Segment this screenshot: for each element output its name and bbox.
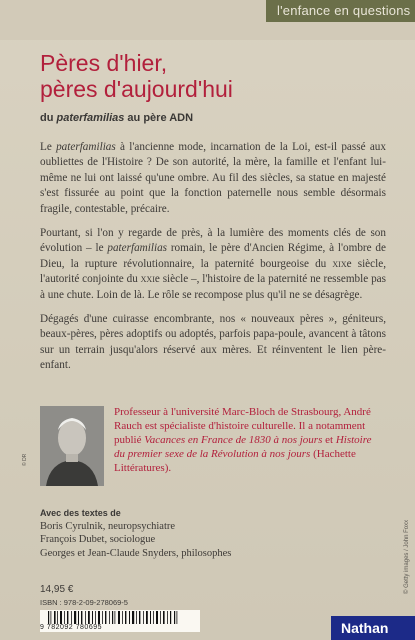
barcode-digits: 9 782092 780695 (40, 624, 200, 631)
blurb-p2-italic: paterfamilias (107, 242, 168, 255)
isbn: ISBN : 978-2-09-278069-5 (40, 598, 128, 607)
author-bio-text-c: (Hachette Littératures). (114, 448, 356, 474)
blurb-p1-text-b: à l'ancienne mode, incarnation de la Loi, est-il passé aux oubliettes de l'Histoire ? De son autorité, la mère, la famille et l'enfant lui-même ne lui ont laissé qu'une ombre. Au fil des siècles, sa statue en majesté s'est fissurée au point que la fonction paternelle nous semble désormais fragile, contestable, précaire. (40, 141, 386, 215)
photo-credit: © DR (22, 453, 28, 466)
blurb-p2-text-a: Pourtant, si l'on y regarde de près, à la lumière des moments clés de son évolution – le (40, 227, 386, 255)
series-label: l'enfance en questions (277, 3, 411, 18)
price: 14,95 € (40, 584, 74, 595)
contributors-list (40, 520, 370, 560)
blurb-paragraph-3: Dégagés d'une cuirasse encombrante, nos « nouveaux pères », géniteurs, beaux-pères, pères adoptifs ou adoptés, parfois papa-poule, avancent à tâtons sur un terrain jusqu'alors réservé aux mères. Et réinventent le lien père-enfant. (40, 313, 386, 372)
contributors-heading: Avec des textes de (40, 508, 121, 518)
blurb-p2-text-d: e siècle –, l'histoire de la paternité ne ressemble pas à une chute. Loin de là. Le rôle se recompose plus qu'il ne se désagrège. (40, 273, 386, 301)
cover-credit: © Getty images / John Foxx (404, 519, 410, 594)
author-bio-book-2: Histoire du premier sexe de la Révolution à nos jours (114, 434, 372, 460)
blurb-p2-text-b: romain, le père d'Ancien Régime, à l'ombre de Dieu, la rupture révolutionnaire, la paternité bourgeoise du (40, 242, 386, 270)
blurb-paragraph-2 (40, 226, 386, 303)
subtitle-after: au père ADN (124, 112, 194, 124)
book-subtitle (40, 112, 380, 124)
blurb-p2-century-1: xix (332, 257, 347, 270)
contributor-item: Boris Cyrulnik, neuropsychiatre (40, 521, 176, 532)
subtitle-italic: paterfamilias (56, 112, 125, 124)
author-bio-book-1: Vacances en France de 1830 à nos jours (144, 434, 323, 446)
blurb-p2-text-c: e siècle, l'autorité conjointe du (40, 257, 386, 286)
author-portrait-icon (40, 406, 104, 486)
contributor-item: Georges et Jean-Claude Snyders, philosophes (40, 547, 232, 559)
author-photo (40, 406, 104, 486)
blurb (40, 140, 386, 383)
author-bio (114, 405, 384, 475)
author-bio-text-a: Professeur à l'université Marc-Bloch de Strasbourg, André Rauch est spécialiste d'histoire culturelle. Il a notamment publié (114, 406, 371, 446)
book-title (40, 50, 380, 102)
title-line-2: pères d'aujourd'hui (40, 76, 233, 102)
blurb-p1-text-a: Le (40, 141, 57, 153)
publisher-name: Nathan (341, 620, 389, 636)
title-line-1: Pères d'hier, (40, 50, 168, 76)
blurb-paragraph-1 (40, 140, 386, 217)
contributor-item: François Dubet, sociologue (40, 534, 156, 546)
author-bio-text-b: et (322, 434, 336, 446)
blurb-p1-italic: paterfamilias (56, 141, 116, 153)
subtitle-before: du (40, 112, 57, 124)
blurb-p2-century-2: xxi (140, 273, 155, 286)
